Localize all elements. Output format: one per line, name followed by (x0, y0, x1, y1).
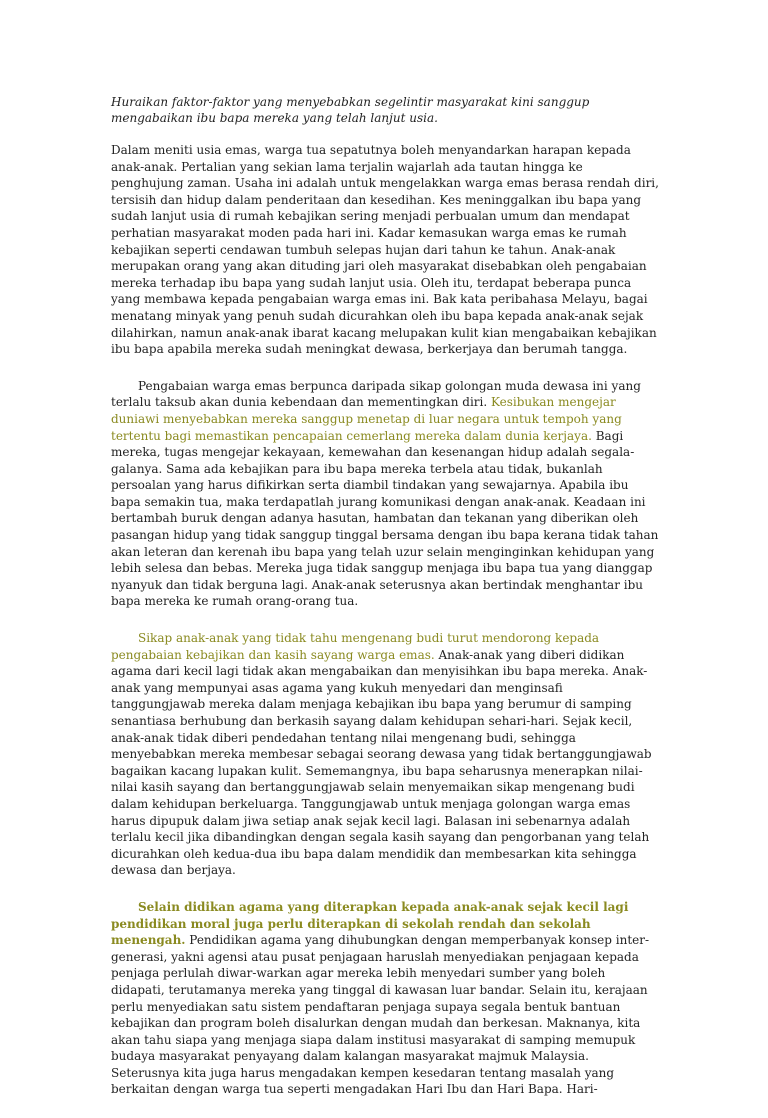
topic-sentence-highlight: Sikap anak-anak yang tidak tahu mengenang budi turut mendorong kepada pengabaian kebajikan dan kasih sayang warga emas. (111, 631, 600, 662)
paragraph-introduction (111, 142, 659, 358)
paragraph-point-2 (111, 630, 659, 879)
paragraph-text: Pendidikan agama yang dihubungkan dengan memperbanyak konsep inter-generasi, yakni agensi atau pusat penjagaan haruslah menyediakan penjagaan kepada penjaga perlulah diwar-warkan agar mereka lebih menyedari sumber yang boleh didapati, terutamanya mereka yang tinggal di kawasan luar bandar. Selain itu, kerajaan perlu menyediakan satu sistem pendaftaran penjaga supaya segala bentuk bantuan kebajikan dan program boleh disalurkan dengan mudah dan berkesan. Maknanya, kita akan tahu siapa yang menjaga siapa dalam institusi masyarakat di samping memupuk budaya masyarakat penyayang dalam kalangan masyarakat majmuk Malaysia. Seterusnya kita juga harus mengadakan kempen kesedaran tentang masalah yang berkaitan dengan warga tua seperti mengadakan Hari Ibu dan Hari Bapa. Hari- (111, 933, 650, 1097)
topic-sentence-highlight: Kesibukan mengejar duniawi menyebabkan mereka sanggup menetap di luar negara untuk tempoh yang tertentu bagi memastikan pencapaian cemerlang mereka dalam dunia kerjaya. (111, 395, 622, 443)
paragraph-text: Bagi mereka, tugas mengejar kekayaan, kemewahan dan kesenangan hidup adalah segala-galanya. Sama ada kebajikan para ibu bapa mereka terbela atau tidak, bukanlah persoalan yang harus difikirkan serta diambil tindakan yang sewajarnya. Apabila ibu bapa semakin tua, maka terdapatlah jurang komunikasi dengan anak-anak. Keadaan ini bertambah buruk dengan adanya hasutan, hambatan dan tekanan yang diberikan oleh pasangan hidup yang tidak sanggup tinggal bersama dengan ibu bapa kerana tidak tahan akan leteran dan kerenah ibu bapa yang telah uzur selain menginginkan kehidupan yang lebih selesa dan bebas. Mereka juga tidak sanggup menjaga ibu bapa tua yang dianggap nyanyuk dan tidak berguna lagi. Anak-anak seterusnya akan bertindak menghantar ibu bapa mereka ke rumah orang-orang tua. (111, 428, 659, 609)
paragraph-point-3 (111, 899, 659, 1098)
topic-sentence-highlight: Selain didikan agama yang diterapkan kepada anak-anak sejak kecil lagi pendidikan moral juga perlu diterapkan di sekolah rendah dan sekolah menengah. (111, 899, 629, 948)
paragraph-point-1 (111, 378, 659, 610)
essay-question: Huraikan faktor-faktor yang menyebabkan segelintir masyarakat kini sanggup mengabaikan ibu bapa mereka yang telah lanjut usia. (111, 95, 590, 125)
document-page (111, 94, 659, 1118)
paragraph-text: Anak-anak yang diberi didikan agama dari kecil lagi tidak akan mengabaikan dan menyisihkan ibu bapa mereka. Anak-anak yang mempunyai asas agama yang kukuh menyedari dan menginsafi tanggungjawab mereka dalam menjaga kebajikan ibu bapa yang berumur di samping senantiasa berhubung dan berkasih sayang dalam kehidupan sehari-hari. Sejak kecil, anak-anak tidak diberi pendedahan tentang nilai mengenang budi, sehingga menyebabkan mereka membesar sebagai seorang dewasa yang tidak bertanggungjawab bagaikan kacang lupakan kulit. Sememangnya, ibu bapa seharusnya menerapkan nilai-nilai kasih sayang dan bertanggungjawab selain menyemaikan sikap mengenang budi dalam kehidupan berkeluarga. Tanggungjawab untuk menjaga golongan warga emas harus dipupuk dalam jiwa setiap anak sejak kecil lagi. Balasan ini sebenarnya adalah terlalu kecil jika dibandingkan dengan segala kasih sayang dan pengorbanan yang telah dicurahkan oleh kedua-dua ibu bapa dalam mendidik dan membesarkan kita sehingga dewasa dan berjaya. (111, 647, 652, 878)
paragraph-lead: Pengabaian warga emas berpunca daripada sikap golongan muda dewasa ini yang terlalu taksub akan dunia kebendaan dan mementingkan diri. (111, 378, 641, 410)
paragraph-text: Dalam meniti usia emas, warga tua sepatutnya boleh menyandarkan harapan kepada anak-anak. Pertalian yang sekian lama terjalin wajarlah ada tautan hingga ke penghujung zaman. Usaha ini adalah untuk mengelakkan warga emas berasa rendah diri, tersisih dan hidup dalam penderitaan dan kesedihan. Kes meninggalkan ibu bapa yang sudah lanjut usia di rumah kebajikan sering menjadi perbualan umum dan mendapat perhatian masyarakat moden pada hari ini. Kadar kemasukan warga emas ke rumah kebajikan seperti cendawan tumbuh selepas hujan dari tahun ke tahun. Anak-anak merupakan orang yang akan dituding jari oleh masyarakat disebabkan oleh pengabaian mereka terhadap ibu bapa yang sudah lanjut usia. Oleh itu, terdapat beberapa punca yang membawa kepada pengabaian warga emas ini. Bak kata peribahasa Melayu, bagai menatang minyak yang penuh sudah dicurahkan oleh ibu bapa kepada anak-anak sejak dilahirkan, namun anak-anak ibarat kacang melupakan kulit kian mengabaikan kebajikan ibu bapa apabila mereka sudah meningkat dewasa, berkerjaya dan berumah tangga. (111, 143, 659, 357)
